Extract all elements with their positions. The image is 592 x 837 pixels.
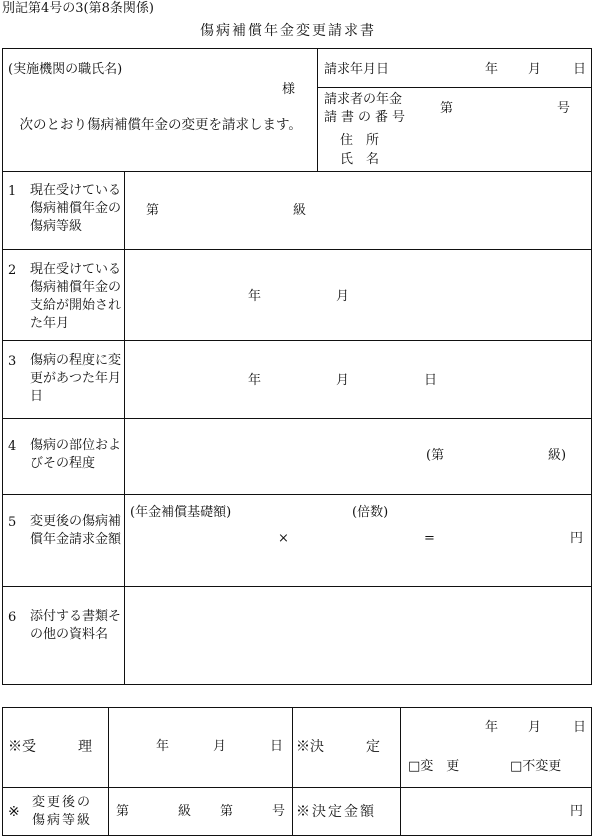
row4-label: 傷病の部位およびその程度 <box>30 438 122 471</box>
honorific-sama: 様 <box>282 82 296 97</box>
grade-go[interactable]: 号 <box>272 804 286 819</box>
row5-times: × <box>278 531 289 546</box>
grade-mark: ※ <box>8 804 20 820</box>
row3-number: 3 <box>8 354 17 369</box>
row2-number: 2 <box>8 263 17 278</box>
official-name-label: (実施機関の職氏名) <box>8 62 123 77</box>
row5-number: 5 <box>8 515 17 530</box>
pension-number-dai[interactable]: 第 <box>440 101 454 116</box>
row5-label: 変更後の傷病補償年金請求金額 <box>30 514 122 547</box>
grade-dai[interactable]: 第 <box>116 804 130 819</box>
row1-label: 現在受けている傷病補償年金の傷病等級 <box>30 183 122 234</box>
row2-year[interactable]: 年 <box>248 289 262 304</box>
row2-month[interactable]: 月 <box>336 289 350 304</box>
decision-amount-label: ※決定金額 <box>296 804 376 820</box>
address-label: 住 所 <box>340 133 380 148</box>
row1-number: 1 <box>8 184 17 199</box>
decision-change-checkbox[interactable]: □変 更 <box>408 759 460 774</box>
name-label: 氏 名 <box>340 152 380 167</box>
row5-multiplier-label: (倍数) <box>352 505 389 520</box>
form-title: 傷病補償年金変更請求書 <box>200 23 376 39</box>
request-date-label: 請求年月日 <box>324 62 390 77</box>
row3-label: 傷病の程度に変更があつた年月日 <box>30 353 122 404</box>
decision-amount-yen[interactable]: 円 <box>570 804 584 819</box>
row6-number: 6 <box>8 610 17 625</box>
decision-year[interactable]: 年 <box>485 720 499 735</box>
row3-month[interactable]: 月 <box>336 373 350 388</box>
row5-base-label: (年金補償基礎額) <box>130 505 232 520</box>
row5-yen[interactable]: 円 <box>570 531 584 546</box>
row4-number: 4 <box>8 439 17 454</box>
request-date-month[interactable]: 月 <box>528 62 542 77</box>
row1-dai[interactable]: 第 <box>146 203 160 218</box>
pension-number-go[interactable]: 号 <box>557 101 571 116</box>
row6-label: 添付する書類その他の資料名 <box>30 609 122 642</box>
grade-label-2: 傷病等級 <box>32 813 93 828</box>
grade-label-1: 変更後の <box>32 795 93 810</box>
request-date-day[interactable]: 日 <box>573 62 587 77</box>
pension-number-label-2: 請書の番号 <box>324 110 410 125</box>
decision-month[interactable]: 月 <box>528 720 542 735</box>
row5-equals: = <box>424 531 435 546</box>
row4-grade-close[interactable]: 級) <box>548 448 567 463</box>
row3-year[interactable]: 年 <box>248 373 262 388</box>
receipt-month[interactable]: 月 <box>213 739 227 754</box>
pension-number-label-1: 請求者の年金 <box>324 92 403 107</box>
grade-dai2[interactable]: 第 <box>220 804 234 819</box>
receipt-label: ※受 理 <box>8 739 92 755</box>
row3-day[interactable]: 日 <box>424 373 438 388</box>
request-statement: 次のとおり傷病補償年金の変更を請求します。 <box>6 117 302 133</box>
row4-grade-open[interactable]: (第 <box>426 448 445 463</box>
receipt-day[interactable]: 日 <box>270 739 284 754</box>
receipt-year[interactable]: 年 <box>156 739 170 754</box>
decision-label: ※決 定 <box>296 739 380 755</box>
row2-label: 現在受けている傷病補償年金の支給が開始された年月 <box>30 262 122 331</box>
row1-kyu[interactable]: 級 <box>293 203 307 218</box>
request-date-year[interactable]: 年 <box>485 62 499 77</box>
form-reference: 別記第4号の3(第8条関係) <box>2 1 154 16</box>
grade-kyu[interactable]: 級 <box>178 804 192 819</box>
decision-day[interactable]: 日 <box>573 720 587 735</box>
row6-attachment-area[interactable] <box>126 588 590 683</box>
decision-no-change-checkbox[interactable]: □不変更 <box>510 759 562 774</box>
